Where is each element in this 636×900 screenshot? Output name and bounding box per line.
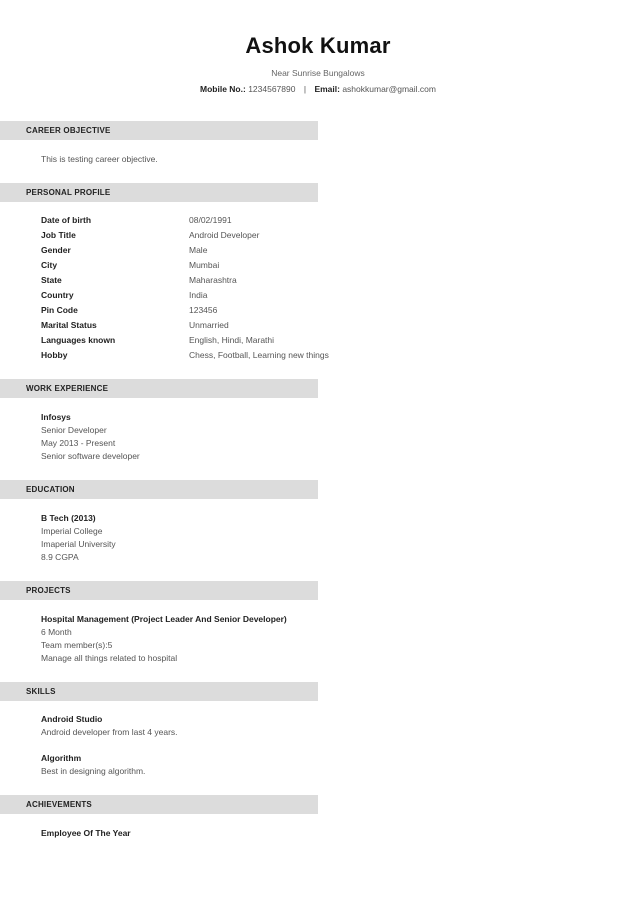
section-title: PROJECTS xyxy=(26,586,71,595)
skill-name: Algorithm xyxy=(41,753,82,763)
section-title: PERSONAL PROFILE xyxy=(26,188,111,197)
career-objective-text: This is testing career objective. xyxy=(41,154,158,164)
work-role: Senior Developer xyxy=(41,425,107,435)
profile-label: City xyxy=(41,260,58,270)
achievement-item: Employee Of The Year xyxy=(41,828,131,838)
education-degree: B Tech (2013) xyxy=(41,513,96,523)
project-description: Manage all things related to hospital xyxy=(41,653,178,663)
skill-description: Android developer from last 4 years. xyxy=(41,727,178,737)
section-header-work-experience xyxy=(0,379,318,398)
resume-address: Near Sunrise Bungalows xyxy=(271,68,365,78)
project-team: Team member(s):5 xyxy=(41,640,113,650)
education-university: Imaperial University xyxy=(41,539,116,549)
profile-label: Job Title xyxy=(41,230,76,240)
section-title: CAREER OBJECTIVE xyxy=(26,126,111,135)
work-period: May 2013 - Present xyxy=(41,438,116,448)
profile-value: Chess, Football, Learning new things xyxy=(189,350,329,360)
profile-value: English, Hindi, Marathi xyxy=(189,335,275,345)
section-header-projects xyxy=(0,581,318,600)
contact-line xyxy=(0,84,636,94)
profile-label: Marital Status xyxy=(41,320,97,330)
profile-label: Hobby xyxy=(41,350,68,360)
mobile-number: 1234567890 xyxy=(248,84,296,94)
project-duration: 6 Month xyxy=(41,627,72,637)
work-company: Infosys xyxy=(41,412,71,422)
section-header-achievements xyxy=(0,795,318,814)
profile-label: State xyxy=(41,275,62,285)
section-title: ACHIEVEMENTS xyxy=(26,800,92,809)
email-label: Email: xyxy=(314,84,340,94)
profile-label: Languages known xyxy=(41,335,116,345)
profile-value: 123456 xyxy=(189,305,218,315)
profile-value: Unmarried xyxy=(189,320,229,330)
contact-separator: | xyxy=(303,84,307,94)
profile-label: Gender xyxy=(41,245,71,255)
project-name: Hospital Management (Project Leader And Senior Developer) xyxy=(41,614,287,624)
skill-description: Best in designing algorithm. xyxy=(41,766,146,776)
section-header-career-objective xyxy=(0,121,318,140)
section-title: WORK EXPERIENCE xyxy=(26,384,109,393)
section-title: SKILLS xyxy=(26,687,56,696)
section-header-skills xyxy=(0,682,318,701)
skill-name: Android Studio xyxy=(41,714,103,724)
section-header-education xyxy=(0,480,318,499)
email-address: ashokkumar@gmail.com xyxy=(342,84,436,94)
profile-value: Male xyxy=(189,245,208,255)
profile-value: India xyxy=(189,290,208,300)
profile-value: Mumbai xyxy=(189,260,220,270)
resume-name: Ashok Kumar xyxy=(245,33,391,58)
profile-label: Date of birth xyxy=(41,215,92,225)
education-college: Imperial College xyxy=(41,526,103,536)
mobile-label: Mobile No.: xyxy=(200,84,246,94)
profile-label: Pin Code xyxy=(41,305,78,315)
profile-value: Android Developer xyxy=(189,230,260,240)
profile-value: Maharashtra xyxy=(189,275,237,285)
section-title: EDUCATION xyxy=(26,485,75,494)
work-description: Senior software developer xyxy=(41,451,140,461)
profile-label: Country xyxy=(41,290,74,300)
section-header-personal-profile xyxy=(0,183,318,202)
education-score: 8.9 CGPA xyxy=(41,552,79,562)
profile-value: 08/02/1991 xyxy=(189,215,232,225)
